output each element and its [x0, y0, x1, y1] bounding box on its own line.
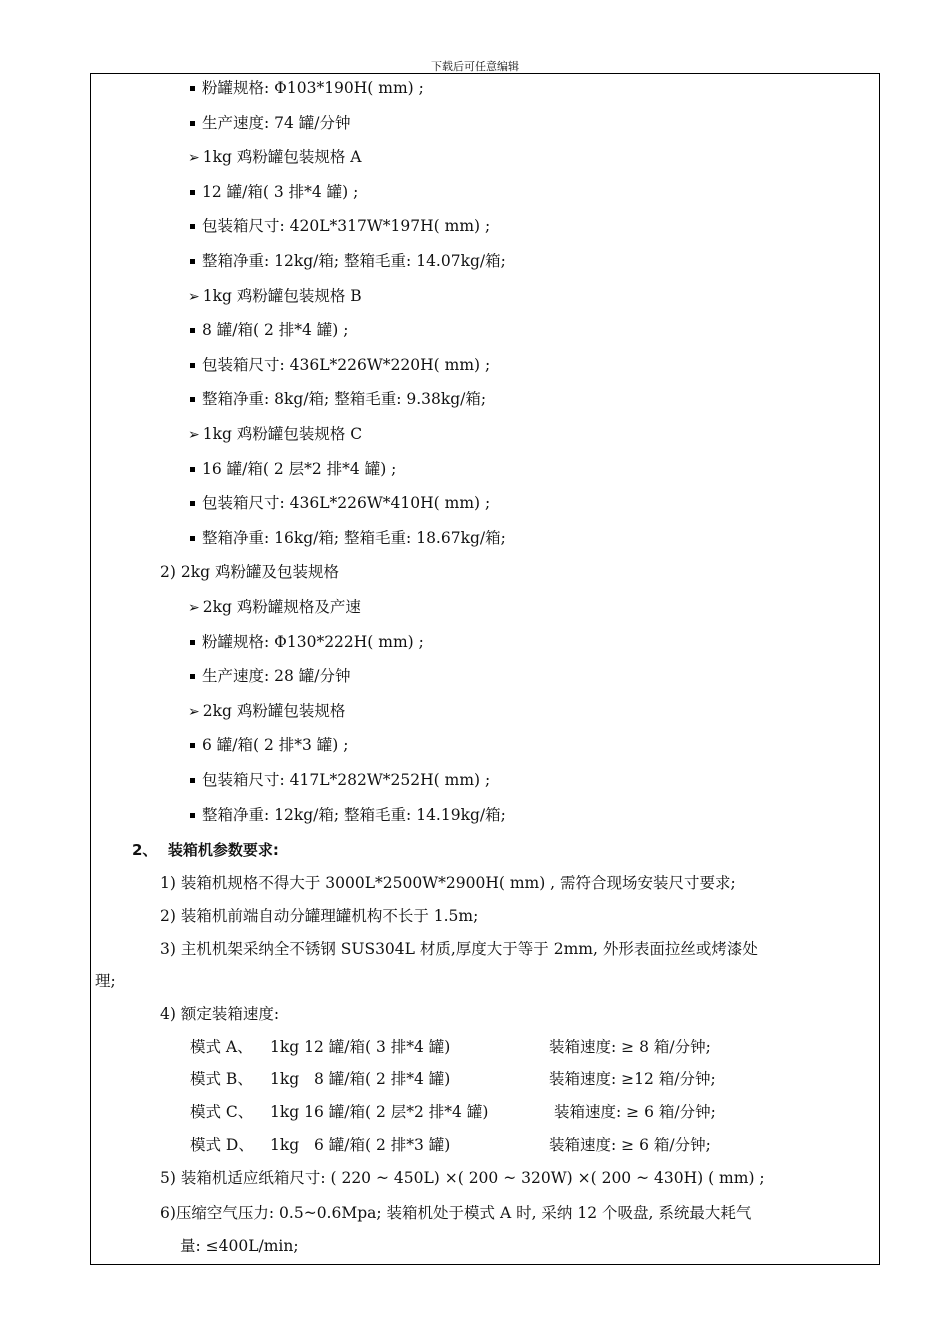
mode-b-spec: 1kg 8 罐/箱( 2 排*4 罐) — [270, 1070, 451, 1088]
arrow-bullet-icon: ➢ — [188, 600, 200, 616]
item-text: 整箱净重: 16kg/箱; 整箱毛重: 18.67kg/箱; — [202, 529, 506, 547]
bullet-item — [190, 770, 490, 790]
square-bullet-icon — [190, 743, 195, 748]
item-text: 2) 2kg 鸡粉罐及包装规格 — [160, 563, 339, 581]
square-bullet-icon — [190, 363, 195, 368]
item-text: 包装箱尺寸: 420L*317W*197H( mm) ; — [202, 217, 491, 235]
bullet-item — [190, 216, 490, 236]
requirement-5: 5) 装箱机适应纸箱尺寸: ( 220 ~ 450L) ×( 200 ~ 320W) ×( 200 ~ 430H) ( mm) ; — [160, 1169, 765, 1187]
requirement-2: 2) 装箱机前端自动分罐理罐机构不长于 1.5m; — [160, 907, 479, 925]
requirement-1: 1) 装箱机规格不得大于 3000L*2500W*2900H( mm) , 需符合现场安装尺寸要求; — [160, 874, 736, 892]
bullet-item — [190, 355, 490, 375]
item-text: 生产速度: 28 罐/分钟 — [202, 667, 351, 685]
item-text: 包装箱尺寸: 436L*226W*410H( mm) ; — [202, 494, 491, 512]
arrow-bullet-icon: ➢ — [188, 427, 200, 443]
mode-a-speed: 装箱速度: ≥ 8 箱/分钟; — [549, 1038, 711, 1056]
item-text: 2kg 鸡粉罐规格及产速 — [202, 598, 361, 616]
bullet-item — [190, 251, 506, 271]
bullet-item — [190, 78, 424, 98]
page-header: 下载后可任意编辑 — [431, 60, 519, 73]
requirement-6-continued: 量: ≤400L/min; — [180, 1237, 299, 1255]
square-bullet-icon — [190, 224, 195, 229]
square-bullet-icon — [190, 640, 195, 645]
bullet-item — [190, 389, 486, 409]
square-bullet-icon — [190, 86, 195, 91]
square-bullet-icon — [190, 778, 195, 783]
arrow-item — [188, 701, 345, 722]
item-text: 包装箱尺寸: 436L*226W*220H( mm) ; — [202, 356, 491, 374]
square-bullet-icon — [190, 259, 195, 264]
arrow-item — [188, 597, 361, 618]
item-text: 1kg 鸡粉罐包装规格 B — [202, 287, 362, 305]
square-bullet-icon — [190, 397, 195, 402]
square-bullet-icon — [190, 190, 195, 195]
item-text: 1kg 鸡粉罐包装规格 C — [202, 425, 363, 443]
bullet-item — [190, 459, 396, 479]
bullet-item — [190, 735, 349, 755]
mode-d-spec: 1kg 6 罐/箱( 2 排*3 罐) — [270, 1136, 451, 1154]
mode-b-speed: 装箱速度: ≥12 箱/分钟; — [549, 1070, 716, 1088]
requirement-6: 6)压缩空气压力: 0.5~0.6Mpa; 装箱机处于模式 A 时, 采纳 12 个吸盘, 系统最大耗气 — [160, 1204, 752, 1222]
item-text: 12 罐/箱( 3 排*4 罐) ; — [202, 183, 359, 201]
bullet-item — [190, 666, 351, 686]
mode-b-label: 模式 B、 — [190, 1070, 253, 1088]
arrow-item — [188, 286, 362, 307]
square-bullet-icon — [190, 536, 195, 541]
item-text: 2kg 鸡粉罐包装规格 — [202, 702, 346, 720]
bullet-item — [190, 632, 424, 652]
bullet-item — [190, 320, 349, 340]
arrow-bullet-icon: ➢ — [188, 704, 200, 720]
bullet-item — [190, 805, 506, 825]
mode-d-label: 模式 D、 — [190, 1136, 254, 1154]
square-bullet-icon — [190, 328, 195, 333]
bullet-item — [190, 182, 358, 202]
bullet-item — [190, 493, 490, 513]
item-text: 16 罐/箱( 2 层*2 排*4 罐) ; — [202, 460, 397, 478]
section-2-heading: 2、 装箱机参数要求: — [132, 841, 279, 859]
item-text: 生产速度: 74 罐/分钟 — [202, 114, 351, 132]
mode-c-speed: 装箱速度: ≥ 6 箱/分钟; — [554, 1103, 716, 1121]
item-text: 粉罐规格: Φ103*190H( mm) ; — [202, 79, 424, 97]
item-text: 8 罐/箱( 2 排*4 罐) ; — [202, 321, 349, 339]
square-bullet-icon — [190, 813, 195, 818]
item-text: 整箱净重: 8kg/箱; 整箱毛重: 9.38kg/箱; — [202, 390, 487, 408]
square-bullet-icon — [190, 674, 195, 679]
item-text: 6 罐/箱( 2 排*3 罐) ; — [202, 736, 349, 754]
subsection-heading — [160, 562, 339, 582]
arrow-bullet-icon: ➢ — [188, 150, 200, 166]
square-bullet-icon — [190, 467, 195, 472]
requirement-3-continued: 理; — [95, 972, 116, 990]
item-text: 粉罐规格: Φ130*222H( mm) ; — [202, 633, 424, 651]
arrow-item — [188, 424, 362, 445]
item-text: 1kg 鸡粉罐包装规格 A — [202, 148, 362, 166]
mode-d-speed: 装箱速度: ≥ 6 箱/分钟; — [549, 1136, 711, 1154]
mode-c-label: 模式 C、 — [190, 1103, 254, 1121]
mode-c-spec: 1kg 16 罐/箱( 2 层*2 排*4 罐) — [270, 1103, 489, 1121]
square-bullet-icon — [190, 501, 195, 506]
bullet-item — [190, 528, 506, 548]
mode-a-spec: 1kg 12 罐/箱( 3 排*4 罐) — [270, 1038, 451, 1056]
arrow-bullet-icon: ➢ — [188, 289, 200, 305]
arrow-item — [188, 147, 361, 168]
mode-a-label: 模式 A、 — [190, 1038, 253, 1056]
item-text: 整箱净重: 12kg/箱; 整箱毛重: 14.07kg/箱; — [202, 252, 506, 270]
square-bullet-icon — [190, 121, 195, 126]
bullet-item — [190, 113, 351, 133]
item-text: 包装箱尺寸: 417L*282W*252H( mm) ; — [202, 771, 491, 789]
item-text: 整箱净重: 12kg/箱; 整箱毛重: 14.19kg/箱; — [202, 806, 506, 824]
requirement-3: 3) 主机机架采纳全不锈钢 SUS304L 材质,厚度大于等于 2mm, 外形表面拉丝或烤漆处 — [160, 940, 758, 958]
requirement-4: 4) 额定装箱速度: — [160, 1005, 280, 1023]
